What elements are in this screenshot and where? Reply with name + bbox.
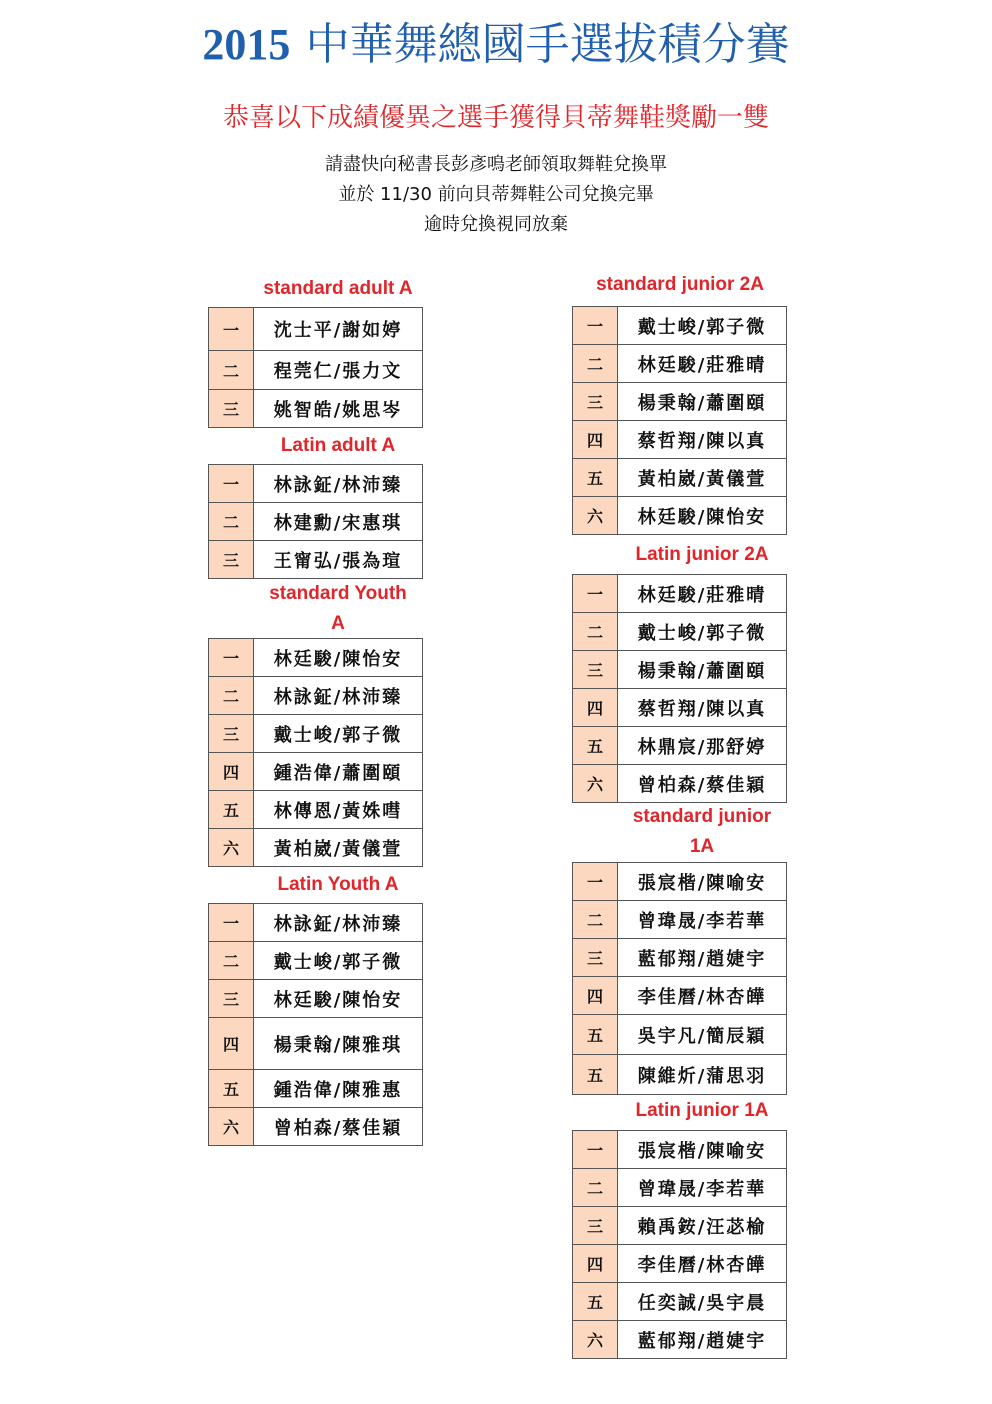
pair-cell: 李佳曆/林杏皣 xyxy=(618,1245,787,1283)
section-title-standard-junior-1a-line2: 1A xyxy=(689,836,715,857)
table-row xyxy=(573,727,787,765)
pair-cell: 賴禹銨/汪苾榆 xyxy=(618,1207,787,1245)
pair-cell: 鍾浩偉/蕭圍頤 xyxy=(254,753,423,791)
table-row xyxy=(209,308,423,351)
title-year: 2015 xyxy=(202,20,291,69)
pair-cell: 林廷駿/陳怡安 xyxy=(254,980,423,1018)
pair-cell: 戴士峻/郭子微 xyxy=(618,307,787,345)
rank-cell: 四 xyxy=(573,1245,618,1283)
rank-cell: 三 xyxy=(209,541,254,579)
rank-cell: 五 xyxy=(573,459,618,497)
pair-cell: 吳宇凡/簡辰穎 xyxy=(618,1015,787,1055)
table-row xyxy=(209,791,423,829)
rank-cell: 六 xyxy=(573,765,618,803)
rank-cell: 四 xyxy=(573,421,618,459)
rank-cell: 三 xyxy=(209,390,254,428)
table-row xyxy=(573,651,787,689)
table-row xyxy=(573,863,787,901)
table-row xyxy=(573,939,787,977)
table-row xyxy=(209,1108,423,1146)
notice-line-3: 逾時兌換視同放棄 xyxy=(424,214,568,235)
pair-cell: 程莞仁/張力文 xyxy=(254,351,423,390)
pair-cell: 戴士峻/郭子微 xyxy=(618,613,787,651)
section-title-standard-youth-a-line1: standard Youth xyxy=(269,583,407,604)
rank-cell: 二 xyxy=(573,613,618,651)
table-row xyxy=(573,901,787,939)
ranking-table-standard-youth-a xyxy=(208,638,423,867)
rank-cell: 三 xyxy=(573,1207,618,1245)
rank-cell: 五 xyxy=(209,1070,254,1108)
pair-cell: 陳維炘/蒲思羽 xyxy=(618,1055,787,1095)
pair-cell: 藍郁翔/趙婕宇 xyxy=(618,939,787,977)
table-row xyxy=(573,977,787,1015)
rank-cell: 四 xyxy=(209,753,254,791)
rank-cell: 一 xyxy=(573,307,618,345)
section-title-latin-youth-a: Latin Youth A xyxy=(277,874,399,895)
rank-cell: 二 xyxy=(573,1169,618,1207)
table-row xyxy=(209,677,423,715)
pair-cell: 姚智皓/姚思岑 xyxy=(254,390,423,428)
pair-cell: 蔡哲翔/陳以真 xyxy=(618,689,787,727)
table-row xyxy=(573,421,787,459)
table-row xyxy=(209,829,423,867)
pair-cell: 蔡哲翔/陳以真 xyxy=(618,421,787,459)
pair-cell: 林詠鉦/林沛臻 xyxy=(254,465,423,503)
table-row xyxy=(573,307,787,345)
table-row xyxy=(573,1321,787,1359)
pair-cell: 林廷駿/陳怡安 xyxy=(254,639,423,677)
section-title-standard-youth-a-line2: A xyxy=(331,613,345,634)
section-title-standard-adult-a: standard adult A xyxy=(263,278,413,299)
pair-cell: 鍾浩偉/陳雅惠 xyxy=(254,1070,423,1108)
ranking-table-latin-junior-1a xyxy=(572,1130,787,1359)
rank-cell: 三 xyxy=(573,383,618,421)
rank-cell: 六 xyxy=(209,829,254,867)
table-row xyxy=(573,497,787,535)
rank-cell: 三 xyxy=(209,715,254,753)
pair-cell: 李佳曆/林杏皣 xyxy=(618,977,787,1015)
rank-cell: 三 xyxy=(573,651,618,689)
table-row xyxy=(573,459,787,497)
pair-cell: 林廷駿/陳怡安 xyxy=(618,497,787,535)
rank-cell: 五 xyxy=(209,791,254,829)
pair-cell: 林建勳/宋惠琪 xyxy=(254,503,423,541)
rank-cell: 五 xyxy=(573,1283,618,1321)
rank-cell: 二 xyxy=(573,901,618,939)
pair-cell: 曾瑋晟/李若華 xyxy=(618,901,787,939)
table-row xyxy=(573,689,787,727)
table-row xyxy=(209,541,423,579)
table-row xyxy=(209,503,423,541)
ranking-table-latin-adult-a xyxy=(208,464,423,579)
pair-cell: 張宸楷/陳喻安 xyxy=(618,863,787,901)
table-row xyxy=(573,1131,787,1169)
rank-cell: 一 xyxy=(209,639,254,677)
ranking-table-standard-junior-1a xyxy=(572,862,787,1095)
pair-cell: 黃柏崴/黃儀萱 xyxy=(618,459,787,497)
rank-cell: 二 xyxy=(209,942,254,980)
ranking-table-standard-adult-a xyxy=(208,307,423,428)
pair-cell: 戴士峻/郭子微 xyxy=(254,942,423,980)
table-row xyxy=(573,1207,787,1245)
pair-cell: 曾瑋晟/李若華 xyxy=(618,1169,787,1207)
table-row xyxy=(209,465,423,503)
table-row xyxy=(573,345,787,383)
rank-cell: 四 xyxy=(573,689,618,727)
rank-cell: 五 xyxy=(573,1015,618,1055)
rank-cell: 六 xyxy=(573,1321,618,1359)
rank-cell: 三 xyxy=(573,939,618,977)
pair-cell: 林詠鉦/林沛臻 xyxy=(254,677,423,715)
rank-cell: 一 xyxy=(573,1131,618,1169)
pair-cell: 林鼎宸/那舒婷 xyxy=(618,727,787,765)
pair-cell: 曾柏森/蔡佳穎 xyxy=(254,1108,423,1146)
table-row xyxy=(573,1245,787,1283)
rank-cell: 四 xyxy=(209,1018,254,1070)
rank-cell: 一 xyxy=(209,904,254,942)
table-row xyxy=(573,1015,787,1055)
table-row xyxy=(573,613,787,651)
rank-cell: 一 xyxy=(209,308,254,351)
pair-cell: 林傳恩/黃姝嘒 xyxy=(254,791,423,829)
table-row xyxy=(573,1055,787,1095)
notice-line-2: 並於 11/30 前向貝蒂舞鞋公司兌換完畢 xyxy=(338,184,654,205)
rank-cell: 一 xyxy=(573,863,618,901)
pair-cell: 林廷駿/莊雅晴 xyxy=(618,575,787,613)
ranking-table-latin-youth-a xyxy=(208,903,423,1146)
table-row xyxy=(573,1169,787,1207)
rank-cell: 六 xyxy=(209,1108,254,1146)
rank-cell: 二 xyxy=(209,351,254,390)
rank-cell: 二 xyxy=(209,503,254,541)
rank-cell: 五 xyxy=(573,1055,618,1095)
title-name: 中華舞總國手選拔積分賽 xyxy=(305,19,790,70)
table-row xyxy=(209,1070,423,1108)
notice-line-1: 請盡快向秘書長彭彥鳴老師領取舞鞋兌換單 xyxy=(325,154,667,175)
table-row xyxy=(209,639,423,677)
pair-cell: 林廷駿/莊雅晴 xyxy=(618,345,787,383)
table-row xyxy=(573,575,787,613)
table-row xyxy=(573,765,787,803)
section-title-latin-junior-2a: Latin junior 2A xyxy=(635,544,769,565)
table-row xyxy=(209,904,423,942)
pair-cell: 張宸楷/陳喻安 xyxy=(618,1131,787,1169)
pair-cell: 黃柏崴/黃儀萱 xyxy=(254,829,423,867)
rank-cell: 五 xyxy=(573,727,618,765)
table-row xyxy=(209,351,423,390)
section-title-latin-junior-1a: Latin junior 1A xyxy=(635,1100,769,1121)
pair-cell: 楊秉翰/蕭圍頤 xyxy=(618,383,787,421)
rank-cell: 六 xyxy=(573,497,618,535)
pair-cell: 楊秉翰/陳雅琪 xyxy=(254,1018,423,1070)
section-title-latin-adult-a: Latin adult A xyxy=(280,435,396,456)
pair-cell: 王甯弘/張為瑄 xyxy=(254,541,423,579)
pair-cell: 戴士峻/郭子微 xyxy=(254,715,423,753)
pair-cell: 沈士平/謝如婷 xyxy=(254,308,423,351)
rank-cell: 四 xyxy=(573,977,618,1015)
table-row xyxy=(209,980,423,1018)
pair-cell: 曾柏森/蔡佳穎 xyxy=(618,765,787,803)
ranking-table-standard-junior-2a xyxy=(572,306,787,535)
table-row xyxy=(209,390,423,428)
rank-cell: 三 xyxy=(209,980,254,1018)
ranking-table-latin-junior-2a xyxy=(572,574,787,803)
pair-cell: 藍郁翔/趙婕宇 xyxy=(618,1321,787,1359)
pair-cell: 任奕誠/吳宇晨 xyxy=(618,1283,787,1321)
rank-cell: 一 xyxy=(573,575,618,613)
table-row xyxy=(209,715,423,753)
table-row xyxy=(209,1018,423,1070)
pair-cell: 林詠鉦/林沛臻 xyxy=(254,904,423,942)
section-title-standard-junior-1a-line1: standard junior xyxy=(632,806,772,827)
rank-cell: 二 xyxy=(209,677,254,715)
table-row xyxy=(209,942,423,980)
rank-cell: 一 xyxy=(209,465,254,503)
table-row xyxy=(573,383,787,421)
table-row xyxy=(573,1283,787,1321)
section-title-standard-junior-2a: standard junior 2A xyxy=(596,274,764,295)
table-row xyxy=(209,753,423,791)
congratulation-subtitle: 恭喜以下成績優異之選手獲得貝蒂舞鞋獎勵一雙 xyxy=(222,103,769,133)
rank-cell: 二 xyxy=(573,345,618,383)
pair-cell: 楊秉翰/蕭圍頤 xyxy=(618,651,787,689)
page-title xyxy=(0,18,992,72)
